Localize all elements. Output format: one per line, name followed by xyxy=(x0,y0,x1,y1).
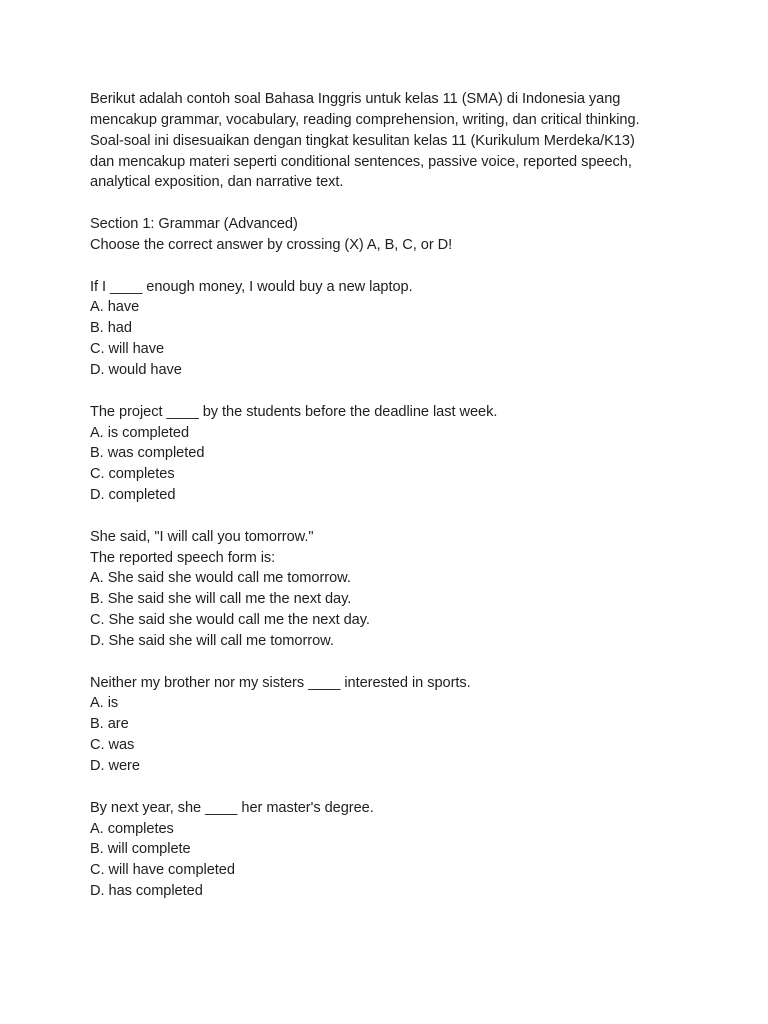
question-stem: If I ____ enough money, I would buy a new laptop. xyxy=(90,278,413,295)
answer-option-b: B. are xyxy=(90,716,129,733)
question-stem: By next year, she ____ her master's degree. xyxy=(90,799,374,816)
intro-line: Berikut adalah contoh soal Bahasa Inggris untuk kelas 11 (SMA) di Indonesia yang xyxy=(90,91,621,107)
answer-option-a: A. She said she would call me tomorrow. xyxy=(90,570,351,587)
answer-option-b: B. had xyxy=(90,320,132,337)
intro-line: Soal-soal ini disesuaikan dengan tingkat kesulitan kelas 11 (Kurikulum Merdeka/K13) xyxy=(90,132,635,149)
intro-line: mencakup grammar, vocabulary, reading comprehension, writing, dan critical thinking. xyxy=(90,111,640,128)
question-stem: The project ____ by the students before the deadline last week. xyxy=(90,403,498,420)
spacer xyxy=(90,256,690,277)
intro-line: dan mencakup materi seperti conditional sentences, passive voice, reported speech, xyxy=(90,153,632,170)
spacer xyxy=(90,381,690,402)
answer-option-d: D. completed xyxy=(90,487,176,504)
question-stem: She said, "I will call you tomorrow." xyxy=(90,528,314,545)
document-page xyxy=(90,89,690,902)
answer-option-c: C. completes xyxy=(90,466,175,483)
section-title: Section 1: Grammar (Advanced) xyxy=(90,216,298,233)
intro-line: analytical exposition, dan narrative text. xyxy=(90,174,344,191)
answer-option-c: C. She said she would call me the next day. xyxy=(90,612,370,629)
spacer xyxy=(90,777,690,798)
answer-option-b: B. She said she will call me the next day. xyxy=(90,591,352,608)
question-2 xyxy=(90,402,690,506)
answer-option-b: B. was completed xyxy=(90,445,205,462)
question-5 xyxy=(90,798,690,902)
question-4 xyxy=(90,673,690,777)
answer-option-c: C. was xyxy=(90,737,135,754)
spacer xyxy=(90,506,690,527)
answer-option-a: A. is xyxy=(90,695,119,712)
spacer xyxy=(90,193,690,214)
question-3 xyxy=(90,527,690,652)
answer-option-a: A. completes xyxy=(90,820,174,837)
answer-option-d: D. were xyxy=(90,758,140,774)
answer-option-c: C. will have completed xyxy=(90,862,235,879)
section-instruction: Choose the correct answer by crossing (X) A, B, C, or D! xyxy=(90,236,453,253)
question-stem: Neither my brother nor my sisters ____ interested in sports. xyxy=(90,674,471,691)
answer-option-b: B. will complete xyxy=(90,841,191,858)
answer-option-c: C. will have xyxy=(90,341,165,358)
answer-option-d: D. has completed xyxy=(90,883,203,900)
intro-paragraph xyxy=(90,89,690,193)
answer-option-a: A. have xyxy=(90,299,140,316)
answer-option-a: A. is completed xyxy=(90,424,190,441)
question-stem: The reported speech form is: xyxy=(90,549,276,566)
question-1 xyxy=(90,277,690,381)
spacer xyxy=(90,652,690,673)
answer-option-d: D. would have xyxy=(90,361,182,378)
section-header xyxy=(90,214,690,256)
answer-option-d: D. She said she will call me tomorrow. xyxy=(90,632,334,649)
